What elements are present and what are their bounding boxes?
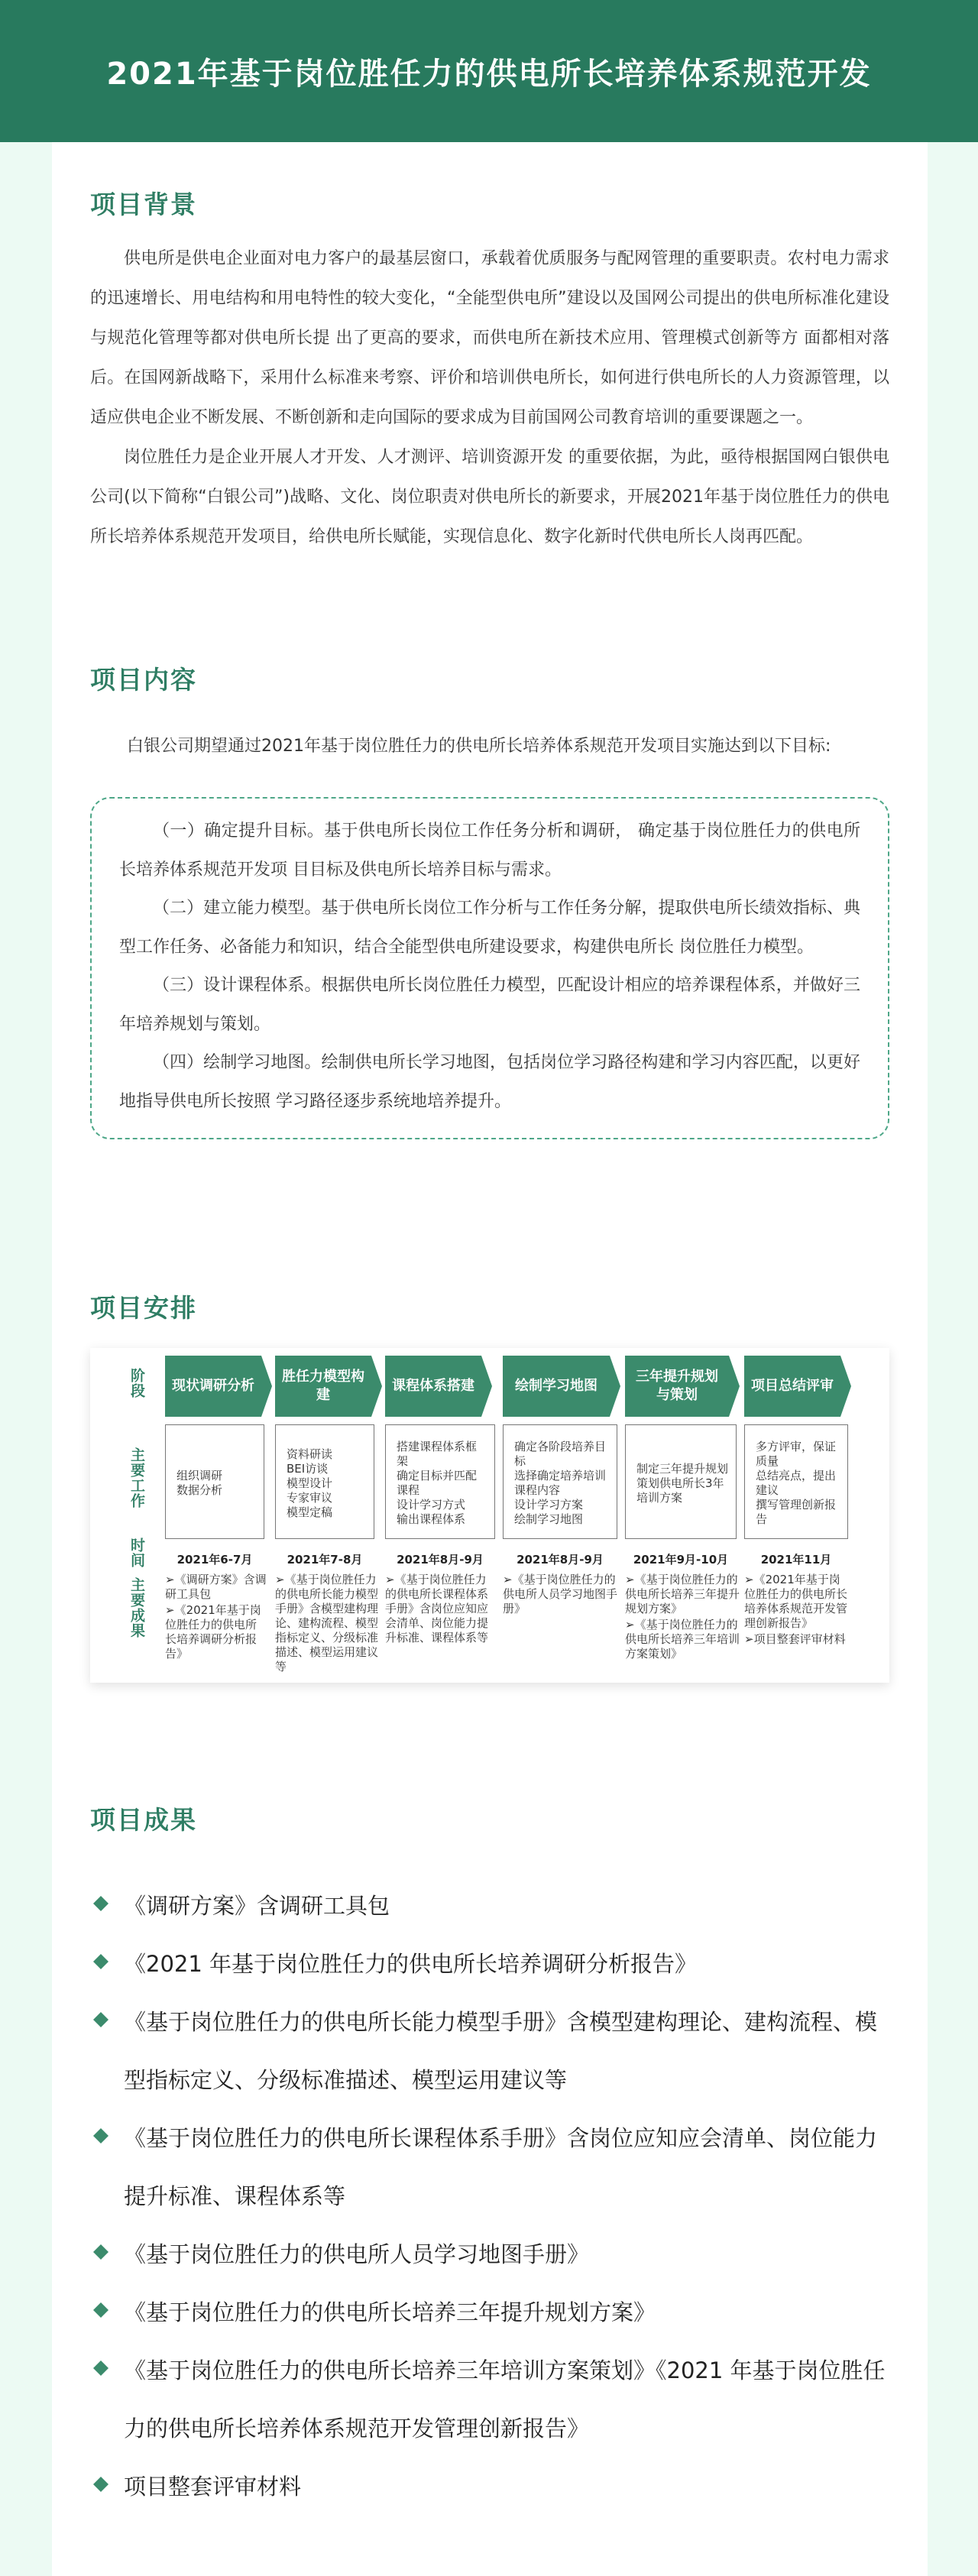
work-item: 选择确定培养培训课程内容 [514,1469,607,1497]
phase-work [165,1424,264,1539]
row-label-time: 时间 [128,1537,145,1568]
work-item: 制定三年提升规划 [636,1461,729,1476]
work-item: 确定目标并匹配课程 [397,1469,478,1497]
phase-header: 三年提升规划与策划 [625,1356,729,1417]
work-item: 绘制学习地图 [514,1512,584,1526]
work-item: 设计学习方式 [397,1498,466,1512]
phase-period: 2021年9月-10月 [633,1553,729,1567]
page-header [0,0,978,142]
section-background [90,185,889,557]
phase-period: 2021年8月-9月 [517,1553,604,1567]
goal-item: （四）绘制学习地图。绘制供电所长学习地图，包括岗位学习路径构建和学习内容匹配，以更好地指导供电所长按照 学习路径逐步系统地培养提升。 [119,1053,860,1111]
phase-header: 胜任力模型构建 [275,1356,371,1417]
phase-header: 项目总结评审 [744,1356,840,1417]
work-item: 输出课程体系 [397,1512,466,1526]
work-item: 搭建课程体系框架 [397,1440,478,1468]
outcome-text: 《调研方案》含调研工具包 [124,1893,390,1919]
work-item: 模型设计 [287,1476,333,1490]
phase-results [275,1573,379,1676]
phase-period: 2021年11月 [760,1553,832,1567]
outcome-item [90,1935,889,1993]
phase-header: 现状调研分析 [165,1356,261,1417]
phase-work [744,1424,848,1539]
outcome-text: 《2021 年基于岗位胜任力的供电所长培养调研分析报告》 [124,1951,698,1977]
outcome-item [90,2109,889,2225]
phase-period: 2021年7-8月 [287,1553,363,1567]
phase-results [503,1573,617,1618]
outcome-text: 《基于岗位胜任力的供电所长能力模型手册》含模型建构理论、建构流程、模型指标定义、分级标准描述、模型运用建议等 [124,2009,878,2093]
section-schedule [90,1288,889,1674]
section-title-schedule: 项目安排 [90,1293,197,1323]
result-item: ➢《基于岗位胜任力的供电所长培养三年提升规划方案》 [625,1573,740,1615]
section-title-outcomes: 项目成果 [90,1805,197,1835]
diamond-bullet-icon [93,1954,108,1969]
work-item: 设计学习方案 [514,1498,584,1512]
content-intro: 白银公司期望通过2021年基于岗位胜任力的供电所长培养体系规范开发项目实施达到以下目标: [127,737,831,756]
result-item: ➢《2021年基于岗位胜任力的供电所长培养调研分析报告》 [165,1603,261,1661]
phase-header: 绘制学习地图 [503,1356,610,1417]
section-title-background: 项目背景 [90,190,197,219]
result-item: ➢《基于岗位胜任力的供电所长课程体系手册》含岗位应知应会清单、岗位能力提升标准、课程体系等 [385,1573,489,1644]
diamond-bullet-icon [93,1896,108,1911]
row-label-result: 主要成果 [128,1577,145,1638]
phase-work [503,1424,617,1539]
work-item: 策划供电所长3年培训方案 [636,1476,724,1505]
phase-results [165,1573,267,1663]
result-item: ➢《基于岗位胜任力的供电所人员学习地图手册》 [503,1573,618,1615]
work-item: 确定各阶段培养目标 [514,1440,607,1468]
phase-results [385,1573,497,1647]
diamond-bullet-icon [93,2302,108,2318]
work-item: 数据分析 [176,1483,223,1497]
outcome-text: 《基于岗位胜任力的供电所长培养三年提升规划方案》 [124,2299,656,2325]
result-item: ➢项目整套评审材料 [744,1632,846,1646]
background-paragraph: 岗位胜任力是企业开展人才开发、人才测评、培训资源开发 的重要依据，为此，亟待根据国网白银供电公司(以下简称“白银公司”)战略、文化、岗位职责对供电所长的新要求，开展2021年基于岗位胜任力的供电所长培养体系规范开发项目，给供电所长赋能，实现信息化、数字化新时代供电所长人岗再匹配。 [90,448,889,546]
diamond-bullet-icon [93,2477,108,2492]
goal-item: （三）设计课程体系。根据供电所长岗位胜任力模型，匹配设计相应的培养课程体系，并做好三年培养规划与策划。 [119,976,860,1034]
work-item: BEI访谈 [287,1461,329,1476]
work-item: 资料研读 [287,1447,333,1461]
result-item: ➢《2021年基于岗位胜任力的供电所长培养体系规范开发管理创新报告》 [744,1573,848,1630]
phase-period: 2021年8月-9月 [397,1553,484,1567]
outcome-text: 《基于岗位胜任力的供电所长课程体系手册》含岗位应知应会清单、岗位能力提升标准、课程体系等 [124,2125,878,2209]
phase-header: 课程体系搭建 [385,1356,481,1417]
work-item: 撰写管理创新报告 [756,1498,837,1526]
work-item: 模型定稿 [287,1505,333,1519]
content-card [52,142,928,2576]
phase-work [625,1424,737,1539]
outcome-text: 《基于岗位胜任力的供电所人员学习地图手册》 [124,2241,590,2267]
section-title-content: 项目内容 [90,665,197,695]
outcome-text: 《基于岗位胜任力的供电所长培养三年培训方案策划》《2021 年基于岗位胜任力的供电所长培养体系规范开发管理创新报告》 [124,2357,886,2442]
section-outcomes [90,1800,889,1836]
background-paragraph: 供电所是供电企业面对电力客户的最基层窗口，承载着优质服务与配网管理的重要职责。农村电力需求的迅速增长、用电结构和用电特性的较大变化，“全能型供电所”建设以及国网公司提出的供电所标准化建设与规范化管理等都对供电所长提 出了更高的要求，而供电所在新技术应用、管理模式创新等方 面都相对落后。在国网新战略下，采用什么标准来考察、评价和培训供电所长，如何进行供电所长的人力资源管理，以适应供电企业不断发展、不断创新和走向国际的要求成为目前国网公司教育培训的重要课题之一。 [90,249,889,427]
diamond-bullet-icon [93,2361,108,2376]
row-label-work: 主要工作 [128,1447,145,1508]
outcome-item [90,2341,889,2458]
outcome-item [90,1993,889,2109]
goal-item: （一）确定提升目标。基于供电所长岗位工作任务分析和调研， 确定基于岗位胜任力的供电所长培养体系规范开发项 目目标及供电所长培养目标与需求。 [119,821,860,880]
outcomes-list [90,1877,889,2516]
result-item: ➢《基于岗位胜任力的供电所长培养三年培训方案策划》 [625,1618,740,1661]
goal-item: （二）建立能力模型。基于供电所长岗位工作分析与工作任务分解，提取供电所长绩效指标、典型工作任务、必备能力和知识，结合全能型供电所建设要求，构建供电所长 岗位胜任力模型。 [119,899,860,957]
result-item: ➢《基于岗位胜任力的供电所长能力模型手册》含模型建构理论、建构流程、模型指标定义、分级标准描述、模型运用建议等 [275,1573,379,1674]
result-item: ➢《调研方案》含调研工具包 [165,1573,267,1601]
section-content [90,660,889,1139]
phase-results [744,1573,851,1648]
row-label-stage: 阶段 [128,1368,145,1398]
work-item: 多方评审，保证质量 [756,1440,837,1468]
phase-results [625,1573,740,1663]
diamond-bullet-icon [93,2012,108,2027]
work-item: 总结亮点，提出建议 [756,1469,837,1497]
schedule-table [90,1348,889,1683]
outcome-item [90,1877,889,1935]
phase-work [275,1424,374,1539]
goals-box [90,797,889,1139]
work-item: 组织调研 [176,1469,223,1482]
phase-work [385,1424,495,1539]
phase-period: 2021年6-7月 [176,1553,253,1567]
outcome-item [90,2283,889,2341]
page-title: 2021年基于岗位胜任力的供电所长培养体系规范开发 [106,56,872,92]
outcome-text: 项目整套评审材料 [124,2474,302,2500]
outcome-item [90,2458,889,2516]
diamond-bullet-icon [93,2128,108,2143]
diamond-bullet-icon [93,2244,108,2260]
outcome-item [90,2225,889,2283]
work-item: 专家审议 [287,1490,333,1505]
